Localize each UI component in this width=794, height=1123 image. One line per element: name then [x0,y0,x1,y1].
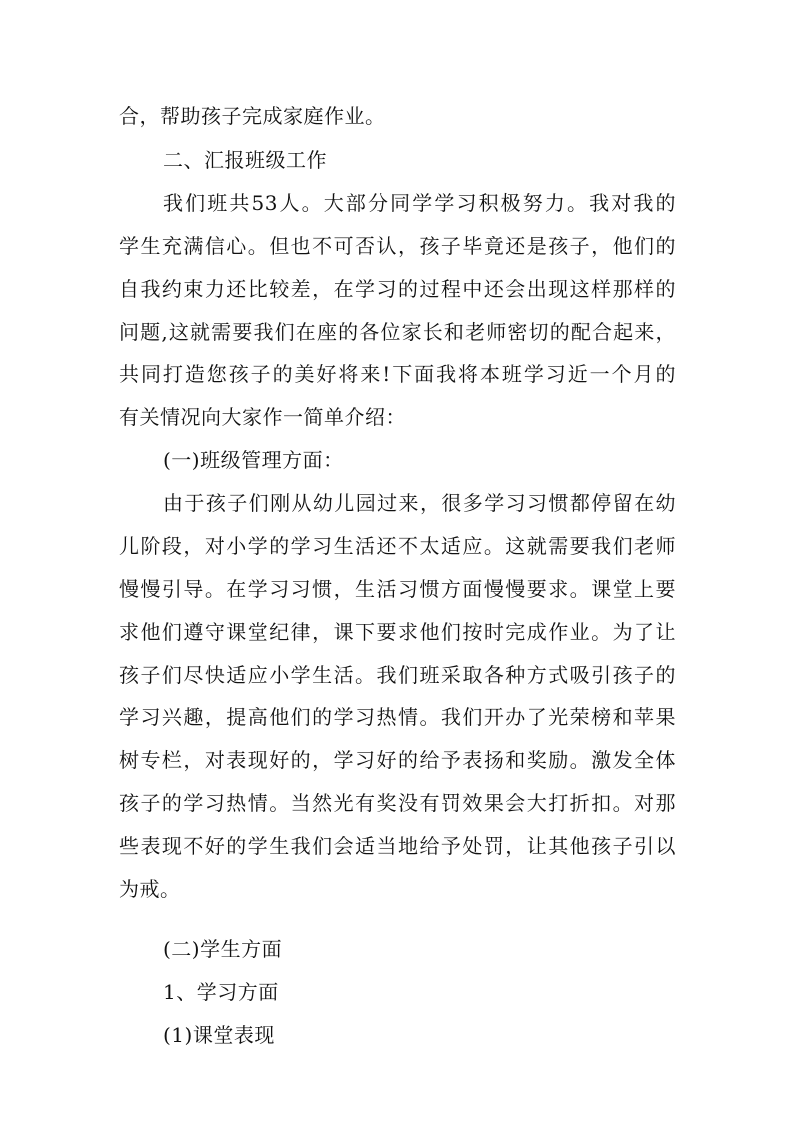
subsection-heading: (1)课堂表现 [163,1023,275,1047]
paragraph-line: 些表现不好的学生我们会适当地给予处罚，让其他孩子引以 [119,834,676,858]
paragraph-line: 有关情况向大家作一简单介绍： [119,405,406,429]
subsection-heading: (二)学生方面 [163,937,283,961]
paragraph-line: 求他们遵守课堂纪律，课下要求他们按时完成作业。为了让 [119,620,676,644]
paragraph-line: 共同打造您孩子的美好将来!下面我将本班学习近一个月的 [119,362,676,386]
paragraph-line: 我们班共53人。大部分同学学习积极努力。我对我的 [163,191,676,215]
paragraph-line: 自我约束力还比较差，在学习的过程中还会出现这样那样的 [119,277,676,301]
paragraph-line: 儿阶段，对小学的学习生活还不太适应。这就需要我们老师 [119,534,676,558]
paragraph-line: 孩子们尽快适应小学生活。我们班采取各种方式吸引孩子的 [119,663,676,687]
paragraph-line: 问题,这就需要我们在座的各位家长和老师密切的配合起来， [119,320,676,344]
paragraph-line: 学习兴趣，提高他们的学习热情。我们开办了光荣榜和苹果 [119,705,676,729]
paragraph-line: 为戒。 [119,877,181,901]
section-heading: 二、汇报班级工作 [163,148,327,172]
paragraph-line: 由于孩子们刚从幼儿园过来，很多学习习惯都停留在幼 [163,491,676,515]
paragraph-line: 孩子的学习热情。当然光有奖没有罚效果会大打折扣。对那 [119,791,676,815]
paragraph-line: 合，帮助孩子完成家庭作业。 [119,104,386,128]
subsection-heading: 1、学习方面 [163,980,279,1004]
subsection-heading: (一)班级管理方面： [163,448,344,472]
paragraph-line: 慢慢引导。在学习习惯，生活习惯方面慢慢要求。课堂上要 [119,577,676,601]
paragraph-line: 树专栏，对表现好的，学习好的给予表扬和奖励。激发全体 [119,748,676,772]
paragraph-line: 学生充满信心。但也不可否认，孩子毕竟还是孩子，他们的 [119,234,676,258]
